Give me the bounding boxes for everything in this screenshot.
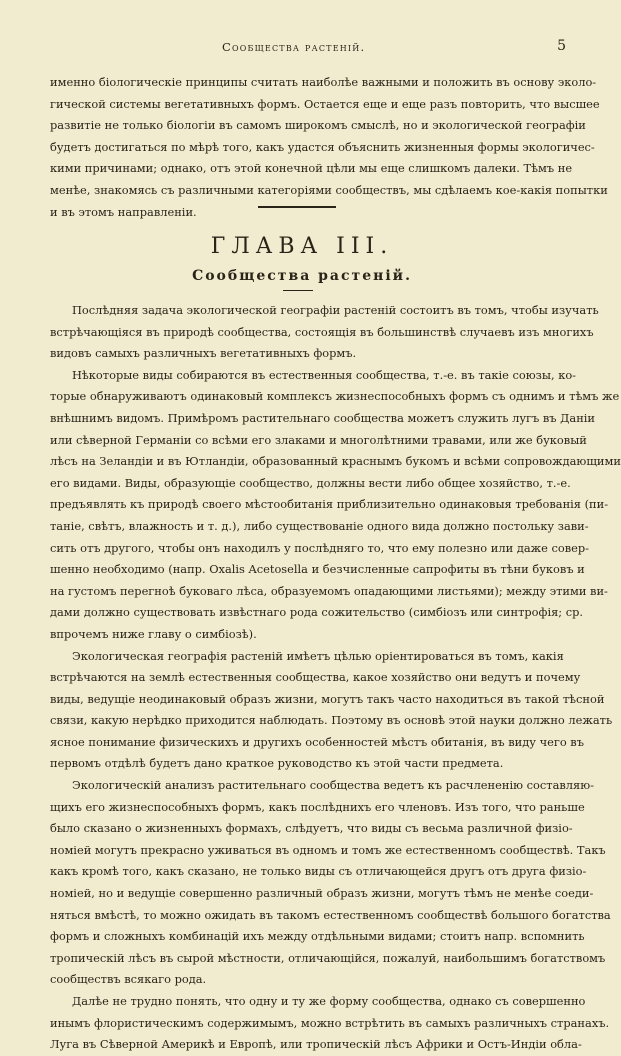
- page-number: 5: [557, 38, 566, 54]
- text-line: Послѣдняя задача экологической географіи растеній состоитъ въ томъ, чтобы изучать: [72, 303, 599, 317]
- text-line: сить отъ другого, чтобы онъ находилъ у послѣдняго то, что ему полезно или даже совер-: [50, 540, 590, 555]
- text-line: гической системы вегетативныхъ формъ. Остается еще и еще разъ повторить, что высшее: [50, 96, 600, 111]
- chapter-title: ГЛАВА III.: [210, 234, 394, 259]
- page-header: [0, 40, 604, 58]
- text-line: видовъ самыхъ различныхъ вегетативныхъ формъ.: [50, 346, 357, 361]
- text-line: таніе, свѣтъ, влажность и т. д.), либо существованіе одного вида должно постольку зави-: [50, 518, 589, 533]
- text-line: Экологическій анализъ растительнаго сообщества ведетъ къ расчлененію составляю-: [72, 778, 594, 793]
- text-line: торые обнаруживаютъ одинаковый комплексъ жизнеспособныхъ формъ съ однимъ и тѣмъ же: [50, 389, 620, 404]
- text-line: первомъ отдѣлѣ будетъ дано краткое руководство къ этой части предмета.: [50, 756, 504, 771]
- text-line: именно біологическіе принципы считать наиболѣе важными и положить въ основу эколо-: [50, 75, 597, 89]
- text-line: Луга въ Сѣверной Америкѣ и Европѣ, или тропическій лѣсъ Африки и Остъ-Индіи обла-: [50, 1037, 582, 1052]
- text-line: тропическій лѣсъ въ сырой мѣстности, отличающійся, пожалуй, наибольшимъ богатствомъ: [50, 950, 606, 965]
- text-line: связи, какую нерѣдко приходится наблюдать. Поэтому въ основѣ этой науки должно лежать: [50, 713, 613, 728]
- text-line: номіей могутъ прекрасно уживаться въ одномъ и томъ же естественномъ сообществѣ. Такъ: [50, 842, 606, 857]
- chapter-subtitle: Сообщества растеній.: [192, 268, 412, 284]
- text-line: какъ кромѣ того, какъ сказано, не только виды съ отличающейся другъ отъ друга физіо-: [50, 864, 587, 879]
- text-line: предъявлять къ природѣ своего мѣстообитанія приблизительно одинаковыя требованія (пи-: [50, 497, 609, 512]
- running-title: Сообщества растеній.: [222, 40, 366, 54]
- text-line: встрѣчаются на землѣ естественныя сообщества, какое хозяйство они ведутъ и почему: [50, 670, 581, 685]
- text-line: лѣсъ на Зеландіи и въ Ютландіи, образованный краснымъ букомъ и всѣми сопровождающими: [50, 454, 621, 469]
- text-line: и въ этомъ направленіи.: [50, 204, 197, 219]
- text-line: формъ и сложныхъ комбинацій ихъ между отдѣльными видами; стоитъ напр. вспомнить: [50, 929, 585, 944]
- text-line: было сказано о жизненныхъ формахъ, слѣдуетъ, что виды съ весьма различной физіо-: [50, 821, 573, 836]
- text-line: Экологическая географія растеній имѣетъ цѣлью оріентироваться въ томъ, какія: [72, 648, 564, 663]
- text-line: виды, ведущіе неодинаковый образъ жизни, могутъ такъ часто находиться въ такой тѣсной: [50, 691, 605, 706]
- text-line: щихъ его жизнеспособныхъ формъ, какъ послѣднихъ его членовъ. Изъ того, что раньше: [50, 799, 585, 814]
- text-line: менѣе, знакомясь съ различными категоріями сообществъ, мы сдѣлаемъ кое-какія попытки: [50, 182, 608, 197]
- subtitle-underline: [283, 290, 313, 291]
- text-line: шенно необходимо (напр. Oxalis Acetosella и безчисленные сапрофиты въ тѣни буковъ и: [50, 562, 585, 577]
- text-line: номіей, но и ведущіе совершенно различный образъ жизни, могутъ тѣмъ не менѣе соеди-: [50, 886, 594, 901]
- text-line: Далѣе не трудно понять, что одну и ту же форму сообщества, однако съ совершенно: [72, 994, 586, 1008]
- text-line: сообществъ всякаго рода.: [50, 972, 207, 987]
- text-line: Нѣкоторые виды собираются въ естественныя сообщества, т.-е. въ такіе союзы, ко-: [72, 367, 577, 382]
- chapter-body: [50, 300, 621, 1056]
- text-line: будетъ достигаться по мѣрѣ того, какъ удастся объяснить жизненныя формы экологичес-: [50, 139, 595, 154]
- text-line: развитіе не только біологіи въ самомъ широкомъ смыслѣ, но и экологической географіи: [50, 118, 586, 133]
- text-line: встрѣчающіяся въ природѣ сообщества, состоящія въ большинствѣ случаевъ изъ многихъ: [50, 324, 594, 339]
- text-line: на густомъ перегноѣ буковаго лѣса, образуемомъ опадающими листьями); между этими ви-: [50, 583, 608, 598]
- text-line: няться вмѣстѣ, то можно ожидать въ такомъ естественномъ сообществѣ большого богатства: [50, 907, 611, 922]
- text-line: инымъ флористическимъ содержимымъ, можно встрѣтить въ самыхъ различныхъ странахъ.: [50, 1015, 610, 1030]
- text-line: внѣшнимъ видомъ. Примѣромъ растительнаго сообщества можетъ служить лугъ въ Даніи: [50, 410, 596, 425]
- text-line: дами должно существовать извѣстнаго рода сожительство (симбіозъ или синтрофія; ср.: [50, 605, 584, 620]
- text-line: ясное понимание физическихъ и другихъ особенностей мѣстъ обитанія, въ виду чего въ: [50, 734, 584, 749]
- text-line: или сѣверной Германіи со всѣми его злаками и многолѣтними травами, или же буковый: [50, 432, 587, 447]
- text-line: его видами. Виды, образующіе сообщество, должны вести либо общее хозяйство, т.-е.: [50, 475, 571, 490]
- text-line: впрочемъ ниже главу о симбіозѣ).: [50, 626, 257, 641]
- section-divider: [258, 206, 336, 208]
- text-line: кими причинами; однако, отъ этой конечной цѣли мы еще слишкомъ далеки. Тѣмъ не: [50, 161, 573, 176]
- intro-paragraph: [50, 72, 608, 223]
